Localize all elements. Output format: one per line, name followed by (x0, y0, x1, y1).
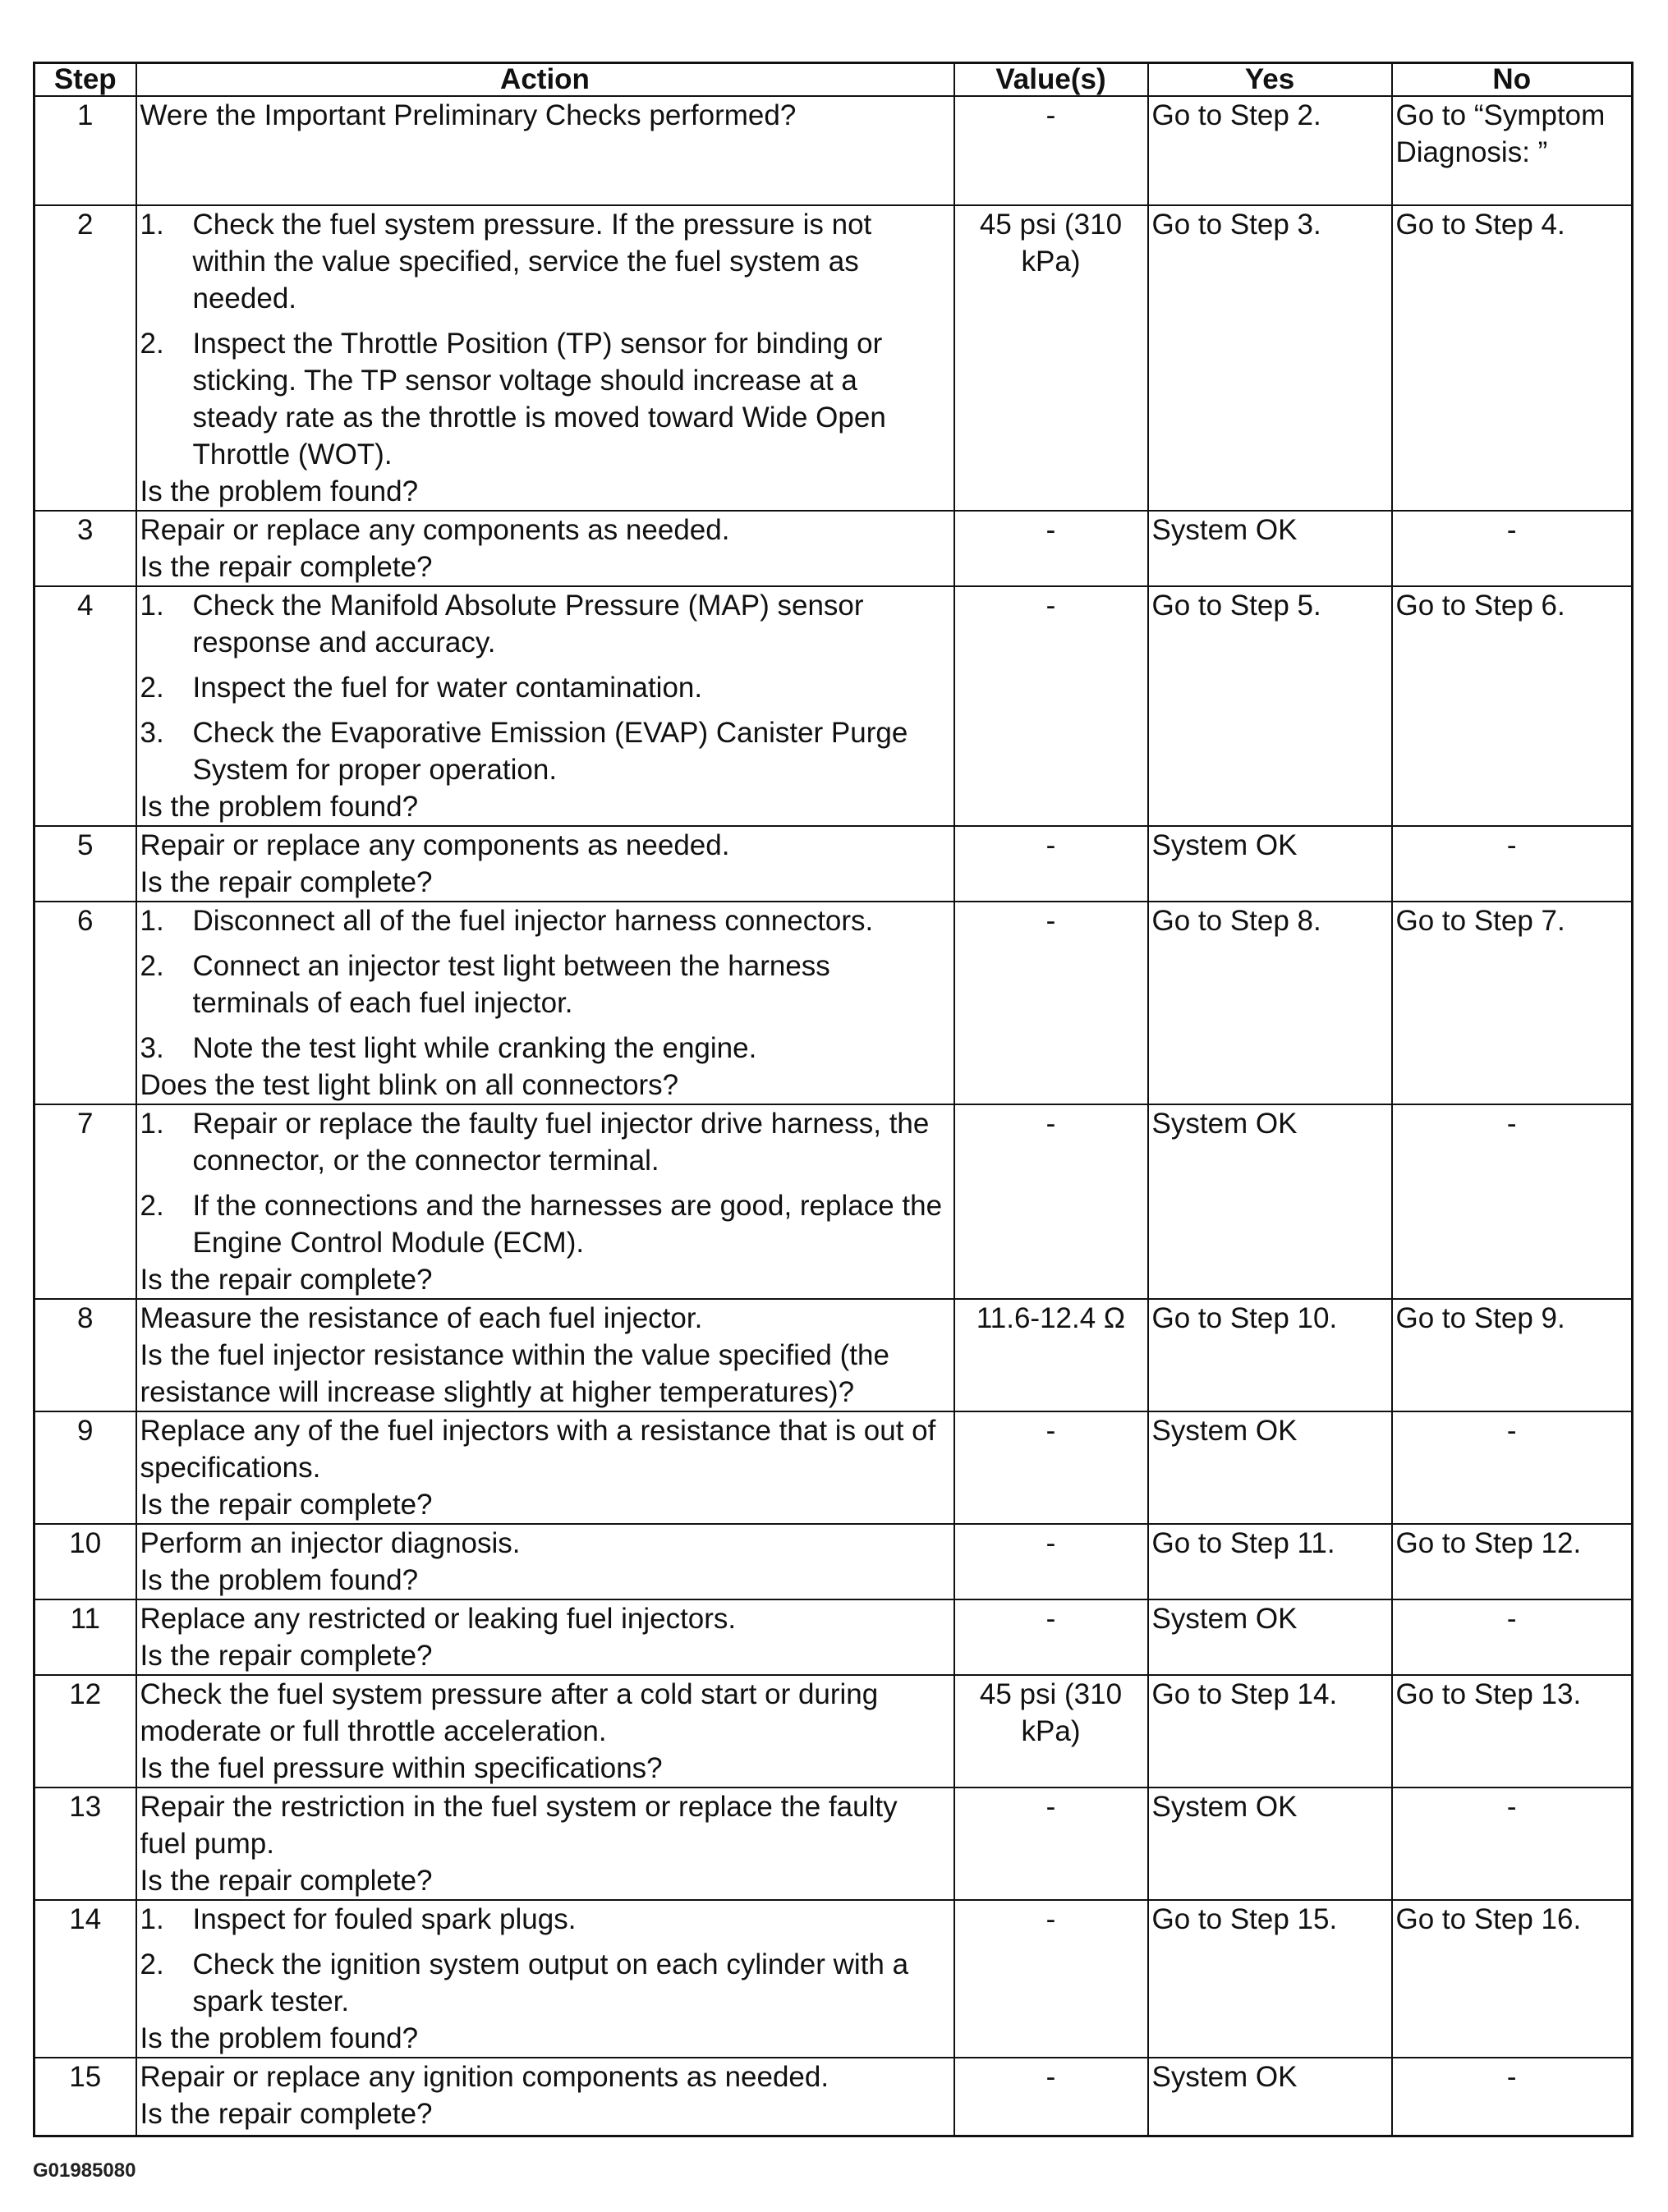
step-number: 1 (34, 96, 136, 205)
yes-cell: Go to Step 2. (1148, 96, 1392, 205)
step-number: 6 (34, 902, 136, 1104)
action-text: Replace any restricted or leaking fuel injectors. (140, 1603, 737, 1635)
no-cell: - (1392, 826, 1633, 902)
step-number: 12 (34, 1675, 136, 1787)
yes-cell: Go to Step 10. (1148, 1299, 1392, 1411)
yes-cell: System OK (1148, 1411, 1392, 1524)
action-cell (136, 1599, 954, 1675)
table-row (34, 1675, 1633, 1787)
no-cell: Go to Step 13. (1392, 1675, 1633, 1787)
yes-cell: System OK (1148, 2058, 1392, 2136)
action-question: Is the repair complete? (140, 551, 433, 583)
step-number: 14 (34, 1900, 136, 2058)
no-cell: Go to Step 12. (1392, 1524, 1633, 1599)
action-step-text: Check the fuel system pressure. If the pressure is not within the value specified, service the fuel system as needed. (192, 209, 872, 314)
diagnostic-table-container (33, 62, 1631, 2137)
header-values: Value(s) (954, 63, 1148, 97)
action-question: Is the repair complete? (140, 1640, 433, 1672)
action-text: Perform an injector diagnosis. (140, 1527, 521, 1559)
table-row (34, 1104, 1633, 1299)
action-step-text: Repair or replace the faulty fuel injector drive harness, the connector, or the connector terminal. (192, 1108, 930, 1177)
action-step-number: 2. (140, 1190, 164, 1222)
no-cell: - (1392, 2058, 1633, 2136)
table-row (34, 96, 1633, 205)
yes-cell: Go to Step 11. (1148, 1524, 1392, 1599)
action-step-number: 2. (140, 672, 164, 704)
table-row (34, 826, 1633, 902)
yes-cell: Go to Step 8. (1148, 902, 1392, 1104)
no-cell: Go to Step 16. (1392, 1900, 1633, 2058)
action-step-number: 1. (140, 1903, 164, 1935)
step-number: 5 (34, 826, 136, 902)
table-row (34, 2058, 1633, 2136)
value-cell: - (954, 1524, 1148, 1599)
table-row (34, 586, 1633, 826)
value-cell: - (954, 1599, 1148, 1675)
action-question: Is the problem found? (140, 475, 419, 507)
action-steps-list (140, 902, 950, 1067)
table-row (34, 1787, 1633, 1900)
action-step-item (140, 1187, 950, 1261)
action-step-item (140, 587, 950, 661)
step-number: 7 (34, 1104, 136, 1299)
table-row (34, 1299, 1633, 1411)
yes-cell: System OK (1148, 1787, 1392, 1900)
action-step-number: 3. (140, 1032, 164, 1064)
action-step-number: 2. (140, 950, 164, 982)
action-step-text: Connect an injector test light between the harness terminals of each fuel injector. (192, 950, 830, 1019)
step-number: 4 (34, 586, 136, 826)
yes-cell: Go to Step 3. (1148, 205, 1392, 511)
value-cell: - (954, 826, 1148, 902)
action-question: Is the problem found? (140, 791, 419, 823)
action-step-text: Check the Evaporative Emission (EVAP) Canister Purge System for proper operation. (192, 717, 908, 786)
table-header-row (34, 63, 1633, 97)
action-cell (136, 586, 954, 826)
value-cell: - (954, 1787, 1148, 1900)
value-cell: - (954, 1900, 1148, 2058)
action-step-number: 2. (140, 328, 164, 360)
no-cell: Go to Step 9. (1392, 1299, 1633, 1411)
action-step-text: Inspect the Throttle Position (TP) sensor for binding or sticking. The TP sensor voltage should increase at a steady rate as the throttle is moved toward Wide Open Throttle (WOT). (192, 328, 886, 470)
action-steps-list (140, 587, 950, 788)
action-step-text: If the connections and the harnesses are good, replace the Engine Control Module (ECM). (192, 1190, 943, 1259)
step-number: 10 (34, 1524, 136, 1599)
action-cell (136, 826, 954, 902)
action-step-text: Inspect the fuel for water contamination. (192, 672, 703, 704)
no-cell: Go to “Symptom Diagnosis: ” (1392, 96, 1633, 205)
no-cell: - (1392, 1787, 1633, 1900)
action-step-text: Check the Manifold Absolute Pressure (MAP) sensor response and accuracy. (192, 590, 864, 659)
table-row (34, 1900, 1633, 2058)
action-question: Is the repair complete? (140, 1264, 433, 1296)
yes-cell: System OK (1148, 1599, 1392, 1675)
action-cell (136, 1524, 954, 1599)
yes-cell: System OK (1148, 511, 1392, 586)
value-cell: - (954, 96, 1148, 205)
action-step-number: 1. (140, 905, 164, 937)
step-number: 2 (34, 205, 136, 511)
action-cell (136, 1675, 954, 1787)
action-step-item (140, 325, 950, 473)
action-text: Check the fuel system pressure after a cold start or during moderate or full throttle acceleration. (140, 1678, 879, 1747)
value-cell: - (954, 902, 1148, 1104)
no-cell: - (1392, 1599, 1633, 1675)
value-cell: - (954, 586, 1148, 826)
action-steps-list (140, 206, 950, 473)
action-text: Replace any of the fuel injectors with a resistance that is out of specifications. (140, 1415, 936, 1484)
action-step-item (140, 714, 950, 788)
action-step-number: 1. (140, 1108, 164, 1140)
step-number: 11 (34, 1599, 136, 1675)
action-step-item (140, 902, 950, 939)
no-cell: Go to Step 7. (1392, 902, 1633, 1104)
action-text: Repair the restriction in the fuel system or replace the faulty fuel pump. (140, 1791, 898, 1860)
table-row (34, 205, 1633, 511)
value-cell: - (954, 2058, 1148, 2136)
action-question: Does the test light blink on all connectors? (140, 1069, 679, 1101)
action-question: Is the problem found? (140, 2022, 419, 2054)
action-step-item (140, 669, 950, 706)
yes-cell: Go to Step 5. (1148, 586, 1392, 826)
action-text: Were the Important Preliminary Checks performed? (140, 99, 797, 131)
action-step-item (140, 948, 950, 1021)
value-cell: - (954, 511, 1148, 586)
action-text: Repair or replace any ignition components as needed. (140, 2061, 829, 2093)
action-cell (136, 1104, 954, 1299)
action-question: Is the repair complete? (140, 2098, 433, 2130)
step-number: 8 (34, 1299, 136, 1411)
action-text: Is the fuel injector resistance within the value specified (the resistance will increase slightly at higher temperatures)? (140, 1339, 889, 1408)
action-cell (136, 205, 954, 511)
yes-cell: System OK (1148, 826, 1392, 902)
yes-cell: Go to Step 14. (1148, 1675, 1392, 1787)
header-no: No (1392, 63, 1633, 97)
table-body (34, 96, 1633, 2136)
action-question: Is the fuel pressure within specifications? (140, 1752, 663, 1784)
action-step-item (140, 1901, 950, 1938)
action-text: Measure the resistance of each fuel injector. (140, 1302, 703, 1334)
action-cell (136, 96, 954, 205)
value-cell: - (954, 1104, 1148, 1299)
step-number: 13 (34, 1787, 136, 1900)
action-cell (136, 511, 954, 586)
no-cell: - (1392, 511, 1633, 586)
action-cell (136, 1411, 954, 1524)
header-yes: Yes (1148, 63, 1392, 97)
action-steps-list (140, 1901, 950, 2020)
action-cell (136, 2058, 954, 2136)
action-step-number: 3. (140, 717, 164, 749)
action-question: Is the repair complete? (140, 1489, 433, 1521)
action-steps-list (140, 1105, 950, 1261)
figure-code: G01985080 (33, 2159, 136, 2182)
action-cell (136, 1787, 954, 1900)
yes-cell: System OK (1148, 1104, 1392, 1299)
step-number: 3 (34, 511, 136, 586)
action-text: Repair or replace any components as needed. (140, 829, 730, 861)
diagnostic-table (33, 62, 1634, 2137)
value-cell: 11.6-12.4 Ω (954, 1299, 1148, 1411)
action-cell (136, 902, 954, 1104)
value-cell: 45 psi (310 kPa) (954, 205, 1148, 511)
no-cell: - (1392, 1104, 1633, 1299)
table-row (34, 902, 1633, 1104)
table-row (34, 1411, 1633, 1524)
value-cell: 45 psi (310 kPa) (954, 1675, 1148, 1787)
action-step-number: 1. (140, 209, 164, 241)
action-question: Is the problem found? (140, 1564, 419, 1596)
action-question: Is the repair complete? (140, 1865, 433, 1897)
action-step-text: Disconnect all of the fuel injector harness connectors. (192, 905, 874, 937)
value-cell: - (954, 1411, 1148, 1524)
table-row (34, 511, 1633, 586)
action-question: Is the repair complete? (140, 866, 433, 898)
header-step: Step (34, 63, 136, 97)
action-step-item (140, 1030, 950, 1067)
header-action: Action (136, 63, 954, 97)
table-row (34, 1599, 1633, 1675)
action-step-item (140, 1105, 950, 1179)
no-cell: Go to Step 6. (1392, 586, 1633, 826)
action-step-text: Check the ignition system output on each cylinder with a spark tester. (192, 1948, 909, 2017)
yes-cell: Go to Step 15. (1148, 1900, 1392, 2058)
action-step-number: 1. (140, 590, 164, 622)
action-step-number: 2. (140, 1948, 164, 1980)
action-cell (136, 1299, 954, 1411)
action-text: Repair or replace any components as needed. (140, 514, 730, 546)
action-step-text: Inspect for fouled spark plugs. (192, 1903, 577, 1935)
no-cell: Go to Step 4. (1392, 205, 1633, 511)
table-row (34, 1524, 1633, 1599)
no-cell: - (1392, 1411, 1633, 1524)
action-step-item (140, 1946, 950, 2020)
action-cell (136, 1900, 954, 2058)
step-number: 9 (34, 1411, 136, 1524)
step-number: 15 (34, 2058, 136, 2136)
action-step-text: Note the test light while cranking the engine. (192, 1032, 757, 1064)
action-step-item (140, 206, 950, 317)
